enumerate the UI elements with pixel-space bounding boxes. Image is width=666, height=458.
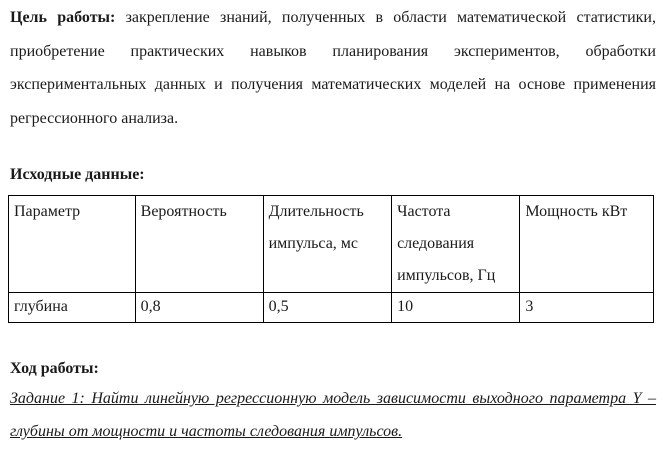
- table-cell: 3: [520, 293, 654, 323]
- goal-text: закрепление знаний, полученных в области математической статистики, приобретение практических навыков планирования экспериментов, обработки экспериментальных данных и получения математических моделей на основе применения регрессионного анализа.: [10, 9, 656, 127]
- work-progress-heading: Ход работы:: [10, 360, 99, 377]
- table-cell: 0,5: [263, 293, 391, 323]
- table-cell: глубина: [9, 293, 136, 323]
- source-data-table: [8, 195, 654, 323]
- source-data-heading: Исходные данные:: [10, 166, 145, 183]
- document-page: [10, 0, 656, 440]
- table-cell: 10: [392, 293, 520, 323]
- task-1-text: Задание 1: Найти линейную регрессионную модель зависимости выходного параметра Y – глубины от мощности и частоты следования импульсов.: [10, 390, 656, 440]
- table-header-cell: Параметр: [9, 196, 136, 293]
- table-cell: 0,8: [135, 293, 263, 323]
- goal-label: Цель работы:: [10, 9, 116, 26]
- table-header-cell: Мощность кВт: [520, 196, 654, 293]
- goal-paragraph: [10, 0, 656, 135]
- table-header-row: [9, 196, 654, 293]
- table-header-cell: Длительность импульса, мс: [263, 196, 391, 293]
- table-row: [9, 293, 654, 323]
- table-header-cell: Частота следования импульсов, Гц: [392, 196, 520, 293]
- table-header-cell: Вероятность: [135, 196, 263, 293]
